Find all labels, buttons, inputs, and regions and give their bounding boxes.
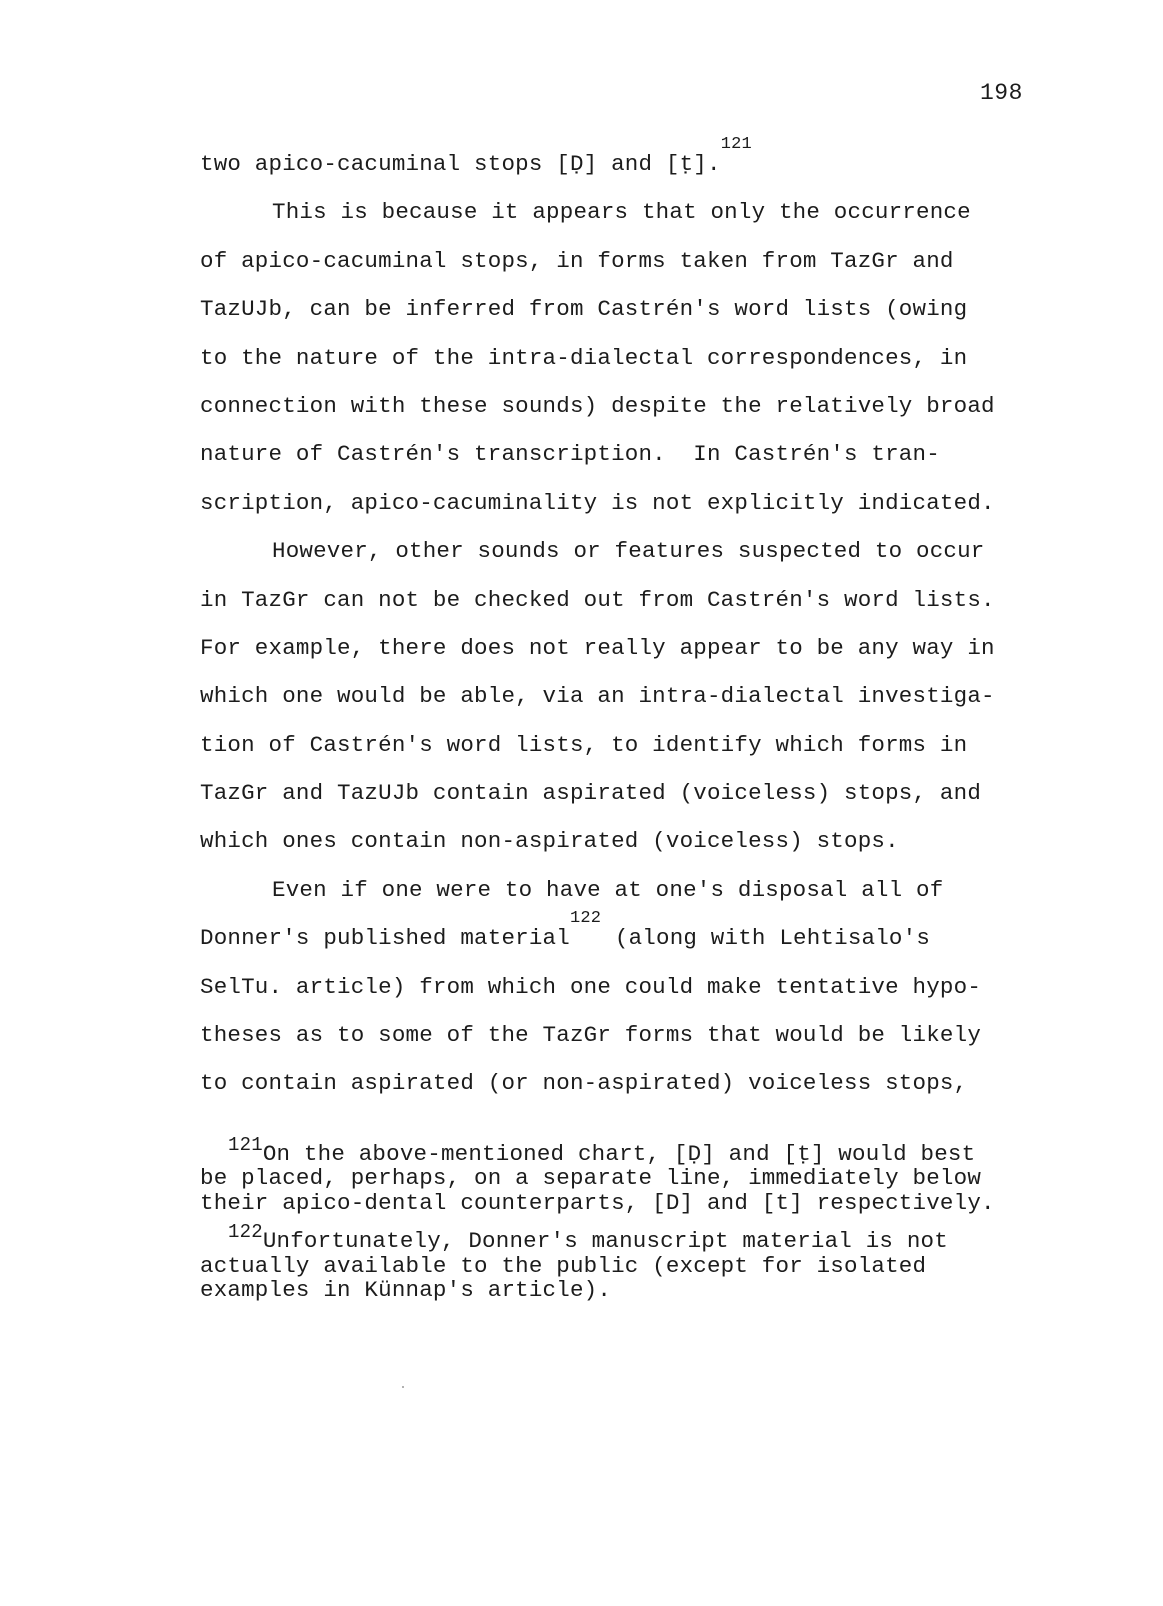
line-text: connection with these sounds) despite the relatively broad <box>200 392 995 419</box>
line-text: which ones contain non-aspirated (voiceless) stops. <box>200 828 899 855</box>
footnote-text: be placed, perhaps, on a separate line, immediately below <box>200 1165 982 1192</box>
footnote-text: On the above-mentioned chart, [Ḍ] and [ṭ] would best <box>262 1141 976 1167</box>
line-text: theses as to some of the TazGr forms that would be likely <box>200 1022 982 1049</box>
footnote-reference: 122 <box>569 909 602 929</box>
line-text: of apico-cacuminal stops, in forms taken from TazGr and <box>200 247 954 274</box>
line-text: TazGr and TazUJb contain aspirated (voiceless) stops, and <box>200 780 982 807</box>
line-text: For example, there does not really appear to be any way in <box>200 634 995 661</box>
line-text-continued: (along with Lehtisalo's <box>601 925 931 952</box>
text-line <box>200 909 1060 962</box>
body-text <box>200 135 1060 1108</box>
line-text: tion of Castrén's word lists, to identify which forms in <box>200 731 968 758</box>
text-line <box>200 672 1060 720</box>
line-text: two apico-cacuminal stops [Ḍ] and [ṭ]. <box>200 151 721 177</box>
line-text: nature of Castrén's transcription. In Castrén's tran- <box>200 441 940 468</box>
text-line <box>200 866 1060 914</box>
text-line <box>200 817 1060 865</box>
footnote-line <box>200 1166 1060 1190</box>
footnote-number: 122 <box>228 1221 263 1244</box>
line-text: Donner's published material <box>200 925 570 952</box>
line-text: Even if one were to have at one's disposal all of <box>272 876 944 903</box>
footnote-text: Unfortunately, Donner's manuscript material is not <box>262 1228 948 1255</box>
footnote-121 <box>200 1134 1060 1216</box>
text-line <box>200 188 1060 236</box>
line-text: in TazGr can not be checked out from Castrén's word lists. <box>200 586 995 613</box>
footnote-line <box>200 1134 1060 1167</box>
line-text: However, other sounds or features suspected to occur <box>272 538 985 565</box>
footnote-122 <box>200 1221 1060 1304</box>
footnote-text: examples in Künnap's article). <box>200 1277 612 1304</box>
footnote-line <box>200 1221 1060 1255</box>
footnote-reference: 121 <box>720 135 752 154</box>
text-line <box>200 382 1060 430</box>
line-text: SelTu. article) from which one could make tentative hypo- <box>200 973 982 1000</box>
text-line <box>200 479 1060 527</box>
footnote-number: 121 <box>228 1134 263 1156</box>
text-line <box>200 769 1060 817</box>
text-line <box>200 527 1060 575</box>
line-text: to contain aspirated (or non-aspirated) voiceless stops, <box>200 1070 968 1097</box>
text-line <box>200 624 1060 672</box>
line-text: This is because it appears that only the occurrence <box>272 199 971 226</box>
text-line <box>200 1059 1060 1107</box>
page-number: 198 <box>980 80 1023 106</box>
footnote-line <box>200 1254 1060 1278</box>
text-line <box>200 1011 1060 1059</box>
line-text: TazUJb, can be inferred from Castrén's word lists (owing <box>200 296 968 323</box>
footnote-text: actually available to the public (except for isolated <box>200 1252 927 1279</box>
footnote-text: their apico-dental counterparts, [D] and [t] respectively. <box>200 1189 995 1216</box>
text-line <box>200 237 1060 285</box>
text-line <box>200 334 1060 382</box>
footnote-line <box>200 1191 1060 1215</box>
text-line <box>200 285 1060 333</box>
text-line <box>200 135 1060 188</box>
text-line <box>200 576 1060 624</box>
text-line <box>200 721 1060 769</box>
stray-mark <box>402 1386 404 1388</box>
line-text: scription, apico-cacuminality is not explicitly indicated. <box>200 489 995 516</box>
line-text: to the nature of the intra-dialectal correspondences, in <box>200 344 968 371</box>
footnotes <box>200 1134 1060 1316</box>
footnote-line <box>200 1278 1060 1302</box>
line-text: which one would be able, via an intra-dialectal investiga- <box>200 683 995 710</box>
text-line <box>200 963 1060 1011</box>
text-line <box>200 430 1060 478</box>
